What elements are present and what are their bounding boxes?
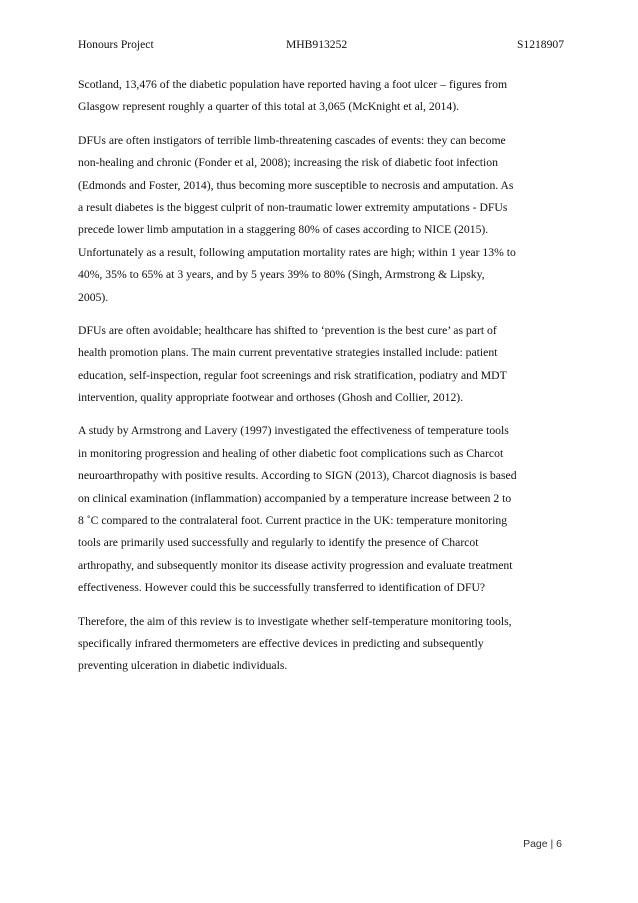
text-line: DFUs are often instigators of terrible limb-threatening cascades of events: they can become (78, 133, 506, 147)
page-number: Page | 6 (523, 838, 562, 850)
text-line: 2005). (78, 290, 109, 304)
text-line: effectiveness. However could this be successfully transferred to identification of DFU? (78, 581, 486, 595)
body-text (78, 74, 564, 689)
text-line: Unfortunately as a result, following amputation mortality rates are high; within 1 year 13% to (78, 245, 516, 259)
text-line: A study by Armstrong and Lavery (1997) investigated the effectiveness of temperature tools (78, 424, 509, 438)
text-line: tools are primarily used successfully and regularly to identify the presence of Charcot (78, 536, 479, 550)
paragraph-dfu-prevalence (78, 74, 564, 119)
text-line: Scotland, 13,476 of the diabetic population have reported having a foot ulcer – figures from (78, 78, 508, 91)
text-line: intervention, quality appropriate footwear and orthoses (Ghosh and Collier, 2012). (78, 391, 464, 405)
text-line: precede lower limb amputation in a staggering 80% of cases according to NICE (2015). (78, 223, 489, 237)
paragraph-prevention (78, 320, 564, 410)
text-line: health promotion plans. The main current preventative strategies installed include: patient (78, 346, 498, 360)
text-line: 8 ˚C compared to the contralateral foot. Current practice in the UK: temperature monitoring (78, 514, 508, 528)
page-header (78, 38, 564, 54)
text-line: 40%, 35% to 65% at 3 years, and by 5 years 39% to 80% (Singh, Armstrong & Lipsky, (78, 268, 485, 282)
paragraph-temperature-study (78, 420, 564, 599)
text-line: preventing ulceration in diabetic individuals. (78, 659, 288, 673)
text-line: education, self-inspection, regular foot screenings and risk stratification, podiatry and MDT (78, 368, 507, 382)
text-line: arthropathy, and subsequently monitor its disease activity progression and evaluate treatment (78, 558, 513, 572)
text-line: in monitoring progression and healing of other diabetic foot complications such as Charcot (78, 446, 504, 460)
text-line: a result diabetes is the biggest culprit of non-traumatic lower extremity amputations - DFUs (78, 200, 508, 214)
paragraph-dfu-consequences (78, 130, 564, 309)
text-line: Glasgow represent roughly a quarter of this total at 3,065 (McKnight et al, 2014). (78, 100, 460, 114)
header-module-code: MHB913252 (286, 38, 348, 51)
text-line: on clinical examination (inflammation) accompanied by a temperature increase between 2 to (78, 491, 512, 505)
text-line: Therefore, the aim of this review is to investigate whether self-temperature monitoring tools, (78, 614, 512, 628)
text-line: (Edmonds and Foster, 2014), thus becoming more susceptible to necrosis and amputation. As (78, 178, 514, 192)
text-line: specifically infrared thermometers are effective devices in predicting and subsequently (78, 636, 484, 650)
text-line: neuroarthropathy with positive results. According to SIGN (2013), Charcot diagnosis is based (78, 469, 517, 483)
paragraph-review-aim (78, 611, 564, 678)
header-course-title: Honours Project (78, 38, 154, 51)
header-student-id: S1218907 (516, 38, 564, 51)
text-line: non-healing and chronic (Fonder et al, 2008); increasing the risk of diabetic foot infection (78, 156, 498, 170)
text-line: DFUs are often avoidable; healthcare has shifted to ‘prevention is the best cure’ as part of (78, 323, 497, 337)
